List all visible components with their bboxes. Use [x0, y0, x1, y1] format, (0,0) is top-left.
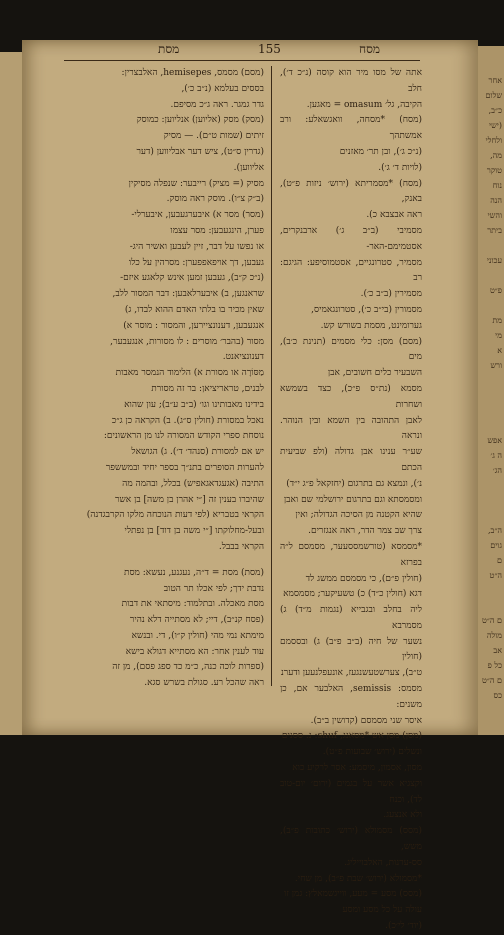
- text-line: או נפשו על דבר, זיין לעבען ואשיר היג-: [129, 241, 264, 252]
- page-number: 155: [258, 42, 281, 56]
- text-line: הקראי בטבריא (לפי דעות הנוכחה מלקו הקרבגדנה): [86, 510, 264, 521]
- next-page-fragment: מה,: [490, 151, 502, 160]
- text-line: שאין מכיר בו בלתי האדם ההוא לבדו, ג): [124, 304, 264, 315]
- text-line: געבען, דך אויפאפפערן: מסרהין על כלו: [128, 257, 264, 268]
- next-page-fragment: ה״ב,: [487, 526, 502, 535]
- text-line: (ספרות לוכה כנה, כ״מ כד ספג פסם), מן זה: [112, 662, 264, 673]
- text-line: עוד לענין אחר: הא מסתייא דגולא בישא: [125, 646, 264, 657]
- text-line: אנגעבען, דענונציירען, והמסור : מוסר א): [123, 320, 264, 331]
- next-page-fragment: ה״ט: [489, 571, 502, 580]
- next-page-fragment: כ״ב,: [488, 106, 502, 115]
- text-line: סס-ערנות, האלבוייליג.: [344, 857, 422, 868]
- text-line: (לויות ד׳ ג׳).: [378, 162, 422, 173]
- text-line: נדבת ידך; לפי אכלו תר הטוב: [163, 583, 264, 594]
- next-page-fragment: גוים: [490, 541, 502, 550]
- text-line: מסיק (= מציק) רייבער: שנפלה מסיקין: [128, 178, 264, 189]
- text-line: (מסת) מסת = ד״ה, נעגנע, נעשא: מסת: [123, 567, 264, 578]
- text-line: (מסח) *מסחה, וואגשאלע: ורב אמשתהך: [280, 115, 422, 142]
- text-line: פערן, הינגעבען: מסר עצמו: [170, 225, 264, 236]
- text-line: נוסחת ספרי הקודש המסורה לנו מן הראשונים:: [103, 431, 264, 442]
- text-line: בססים בעלמא (נ״ב כ׳),: [181, 83, 264, 94]
- next-page-fragment: הג׳: [492, 466, 502, 475]
- previous-page-edge: [0, 52, 22, 735]
- right-column-text: [280, 66, 422, 935]
- text-line: *מסמסא (טורשמססעער, מסמסם ל״ה בפרזא: [280, 541, 422, 568]
- text-line: [62, 556, 264, 566]
- text-line: מסמירין (ב״ב כ׳).: [360, 289, 422, 300]
- text-line: (מסק) מסק (אליוען) אנליוען: כמוסק: [136, 115, 264, 126]
- text-line: (נ״כ ק״ב), געבען זמען אינש קלאגע איזם-: [120, 273, 264, 284]
- next-page-fragment: מולה: [486, 631, 502, 640]
- text-line: וקצגיא אשר על בגמים (ירום׳ יום-טוב לד), וכנח: [280, 778, 422, 805]
- next-page-fragment: ורש: [490, 361, 502, 370]
- right-column-header: מסח: [359, 42, 381, 56]
- text-line: השבעיר כלים חשובים, אבן: [327, 368, 422, 379]
- text-line: נשער של חיה (ב״ב פ״ב) ג) ובססמם (חולין: [280, 636, 422, 663]
- text-line: אתה של מסו מיר הוא קוסה (נ״כ ד׳), חלב: [280, 68, 422, 94]
- next-page-fragment: טוקר: [486, 166, 502, 175]
- text-line: (גדרין ס״ט), ציש דער אבליווען (דער: [136, 146, 264, 157]
- next-page-fragment: ה ג׳: [490, 451, 502, 460]
- text-line: ראה שהכל רע. סגולת בשרש סגא.: [144, 678, 264, 689]
- text-line: שהיברו בענין זה [״י אהרן בן משה] בן אשר: [115, 494, 264, 505]
- text-line: זיתים (שמות ט״ם). — מסיק: [163, 131, 264, 142]
- text-line: גערומינט, מסמת בשורש קש.: [320, 320, 422, 331]
- text-line: להערות הסופרים בתנ״ך בספר יחיד ובמששפר: [105, 462, 264, 473]
- next-page-fragment: ם ה״ט: [481, 616, 502, 625]
- text-line: צרך שב צמר הדר, ראה אנגזרים.: [308, 526, 422, 537]
- next-page-fragment: כל פ: [487, 661, 502, 670]
- next-page-fragment: א: [497, 346, 502, 355]
- next-page-fragment: והשי: [487, 211, 502, 220]
- text-line: מימתא נמי מהי (חולין ק״ו), די. ובנשא: [131, 630, 264, 641]
- text-line: ונשלים (ירוש׳ שבועות פ״ט).: [322, 747, 422, 758]
- text-line: ראה אבצבא כ).: [366, 210, 422, 221]
- next-page-fragment: ולחלי: [485, 136, 502, 145]
- text-line: (מסס) מסע = מעע, ווייגשמאלץ: גמן זו: [284, 889, 422, 900]
- text-line: (יוד׳ לי׳כ).: [385, 921, 422, 932]
- next-page-fragment: ם ה״ט: [481, 676, 502, 685]
- next-page-fragment: (ישי: [489, 121, 502, 130]
- text-line: אליווען).: [233, 162, 264, 173]
- text-line: (מסח) *מסמריתא (ירוש׳ ניזות פ״ט), באנק,: [280, 178, 422, 205]
- text-line: (מסם) מסמס, hemisepes, האלבצרין:: [121, 68, 264, 78]
- next-page-fragment: ביתר: [487, 226, 502, 235]
- text-line: (נ״כ ג׳), ובן תר׳ מאזנים: [339, 146, 422, 157]
- text-line: (מסן) מסן אש *מסאנג, shuf: נ. ססנים: [281, 731, 422, 742]
- text-line: מסמא (נת״ס פ״כ), כצד בשמשא ושחרות: [280, 383, 422, 410]
- text-line: הקיבה, גל׳ omasum = מאגען.: [306, 99, 422, 110]
- text-line: (ב״ק צ״ו). מוסק ראה מוסק.: [166, 194, 264, 205]
- text-line: (מסס) מסמולא (ירוש׳ כתובות פ״ב), משש,: [280, 826, 422, 853]
- text-line: עולה על כל מסע ומסע: [342, 905, 422, 916]
- text-line: נאכל במסורת (חולין ס״ג). ב) הקראה כן ג״כ: [111, 415, 264, 426]
- text-line: מסמיבי (ב״ב ג׳) ארבנקרים, אסטמימם-האר-: [280, 225, 422, 252]
- header-rule: [64, 60, 420, 61]
- text-line: הקראי בבבל.: [218, 541, 264, 552]
- text-line: מסון, אסמון, מיסמע: אסר לרקיע כוא: [292, 763, 422, 774]
- text-line: מסת מאכלה. ובתלמוד: מיסתאי את דבות: [121, 599, 264, 610]
- text-line: מַסּוֹרָה או מסורת א) הלימוד הנמסר מאבות: [115, 368, 264, 379]
- next-page-fragment: אפש: [487, 436, 502, 445]
- text-line: ומסמסתא וגם בתרגום ירושלמי שם ואבן: [283, 494, 422, 505]
- text-line: ולא אנצעג.: [383, 810, 422, 821]
- text-line: מסור (בהבר׳ מוסרים : לו מסורות, אנגעבער,: [110, 336, 264, 347]
- left-column-header: מסת: [158, 42, 180, 56]
- text-line: ליה בחלב ובגבייא (נגמות מ״ד) ג) מסמרבא: [280, 605, 422, 631]
- column-divider: [271, 66, 272, 686]
- text-line: דגא (חולין כ״ד) כ) טשעיקער; מסמסמא: [283, 589, 422, 600]
- next-page-fragment: שלום: [485, 91, 502, 100]
- left-column-text: [62, 66, 264, 692]
- text-line: התיבה (אגעגדאגאפיש) בכלל, ובהמה מה: [122, 478, 264, 489]
- text-line: לאבן התהובה בין השמא ובין הנוהר. ונראה: [280, 415, 422, 442]
- text-line: לבנים, טראריציאן: בר זה מסורת: [151, 383, 264, 394]
- text-line: שע״ר ענינו אבן גדולה (ולפ שביעית הכתם: [280, 447, 422, 473]
- text-line: ובעל-מחלוקתו [״י משה בן דוד] בן נפתלי: [124, 526, 264, 537]
- text-line: *מסמולא (ירוש׳ שבת פ״ב), מן שחי.: [294, 873, 422, 884]
- text-line: (פסח קנ״ב), דיי; לא מסתייה דלא נהיר: [129, 615, 264, 626]
- text-line: מסמס: semissis, האלבער אם, כן משנים:: [280, 684, 422, 710]
- text-line: שראנגען, ב) איבערלאבען: דבר המסור ללב,: [112, 289, 264, 300]
- text-line: גדר גמגר. ראה ג״כ מסיפם.: [170, 99, 264, 110]
- next-page-fragment: עכוני: [486, 256, 502, 265]
- next-page-fragment: פ״ט: [489, 286, 502, 295]
- next-page-fragment: אב: [493, 646, 502, 655]
- text-line: (חולין פ״ם), כי מסמסם ממשג לד: [305, 573, 422, 584]
- next-page-fragment: מי: [495, 331, 502, 340]
- next-page-fragment: נוח: [492, 181, 502, 190]
- text-line: מסמורין (בי״ב כ׳), סטרונגאמיס,: [311, 304, 422, 315]
- text-line: (מסם) מסן: כלי מסמים (תנינת כ׳ב), מים: [280, 336, 422, 363]
- text-line: יש אם למסורת (סנהד׳ ד׳). ג) הגושאל: [131, 447, 264, 458]
- next-page-fragment: הנה: [490, 196, 502, 205]
- next-page-fragment: מת: [492, 316, 502, 325]
- text-line: דענונציאנט.: [222, 352, 264, 363]
- next-page-fragment: אחר: [488, 76, 502, 85]
- text-line: בידינו מאבותינו וגו׳ (ב״ב ע״ב); עון שהוא: [124, 399, 264, 410]
- text-line: מסמיר, סטרונגיים, אסטמוסיפע: הגיגם: רב: [280, 257, 422, 284]
- text-line: ט״ב), צערשטעשנגעז, אונעפלנעען ודערנ: [280, 668, 422, 679]
- next-page-edge: [478, 46, 504, 735]
- text-line: שהיא הקטנה מן הסיכה הגדולה; ואין: [295, 510, 422, 521]
- next-page-fragment: כס: [493, 691, 502, 700]
- text-line: נ׳), ונמצא גם בתרגום (יחזקאל פ״ג י״ד): [286, 478, 422, 489]
- text-line: (מסר) מסר א) איבערגעבען, איבערלי-: [131, 210, 264, 221]
- text-line: איסר שני מסמסם (קדושין ב״ב).: [310, 715, 422, 726]
- next-page-fragment: ם: [497, 556, 502, 565]
